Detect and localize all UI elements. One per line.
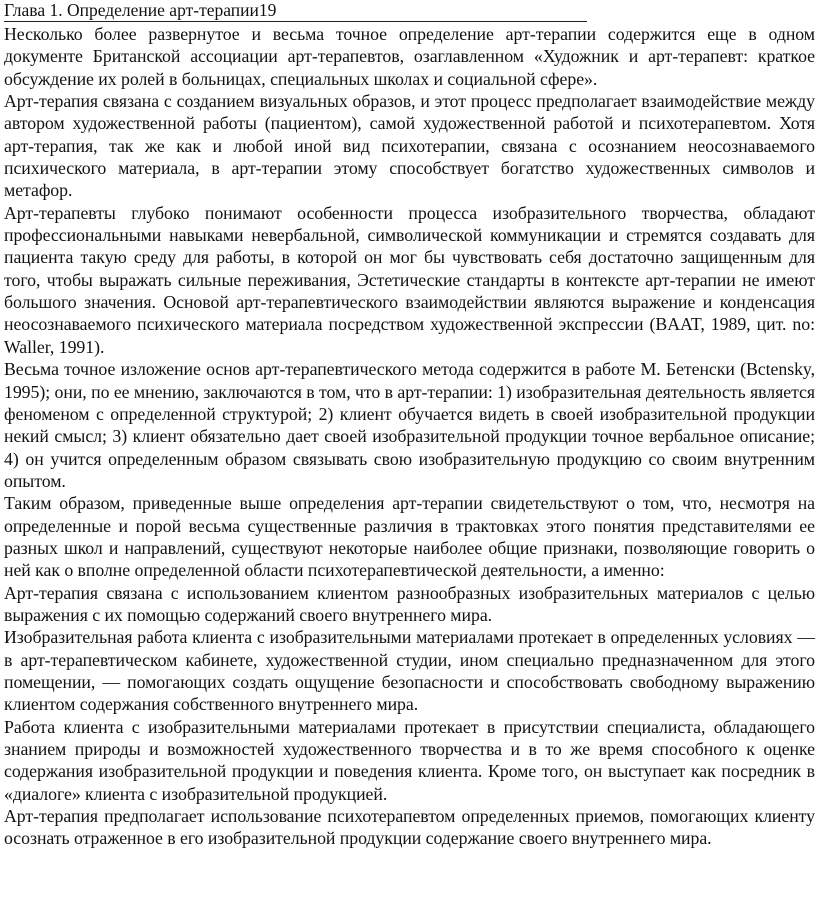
running-header: [4, 0, 587, 22]
paragraph: Арт-терапия связана с созданием визуальных образов, и этот процесс предполагает взаимодействие между автором художественной работы (пациентом), самой художественной работой и психотерапевтом. Хотя арт-терапия, так же как и любой иной вид психотерапии, связана с осознанием неосознаваемого психического материала, в арт-терапии этому способствует богатство художественных символов и метафор.: [4, 91, 815, 201]
paragraph: Работа клиента с изобразительными материалами протекает в присутствии специалиста, обладающего знанием природы и возможностей художественного творчества и в то же время способного к оценке содержания изобразительной продукции и поведения клиента. Кроме того, он выступает как посредник в «диалоге» клиента с изобразительной продукцией.: [4, 716, 815, 804]
paragraph: Несколько более развернутое и весьма точное определение арт-терапии содержится еще в одном документе Британской ассоциации арт-терапевтов, озаглавленном «Художник и арт-терапевт: краткое обсуждение их ролей в больницах, специальных школах и социальной сфере».: [4, 24, 815, 89]
document-page: [4, 0, 815, 850]
paragraph: Арт-терапия предполагает использование психотерапевтом определенных приемов, помогающих клиенту осознать отраженное в его изобразительной продукции содержание своего внутреннего мира.: [4, 806, 815, 849]
chapter-title: Глава 1. Определение арт-терапии: [4, 0, 259, 20]
page-number: 19: [258, 0, 277, 20]
paragraph: Арт-терапия связана с использованием клиентом разнообразных изобразительных материалов с целью выражения с их помощью содержаний своего внутреннего мира.: [4, 582, 815, 625]
paragraph: Таким образом, приведенные выше определения арт-терапии свидетельствуют о том, что, несмотря на определенные и порой весьма существенные различия в трактовках этого понятия представителями ее разных школ и направлений, существуют некоторые наиболее общие признаки, позволяющие говорить о ней как о вполне определенной области психотерапевтической деятельности, а именно:: [4, 493, 815, 581]
paragraph: Изобразительная работа клиента с изобразительными материалами протекает в определенных условиях — в арт-терапевтическом кабинете, художественной студии, ином специально предназначенном для этого помещении, — помогающих создать ощущение безопасности и способствовать свободному выражению клиентом содержания собственного внутреннего мира.: [4, 627, 815, 715]
paragraph: Весьма точное изложение основ арт-терапевтического метода содержится в работе М. Бетенски (Bctensky, 1995); они, по ее мнению, заключаются в том, что в арт-терапии: 1) изобразительная деятельность является феноменом с определенной структурой; 2) клиент обучается видеть в своей изобразительной продукции некий смысл; 3) клиент обязательно дает своей изобразительной продукции точное вербальное описание; 4) он учится определенным образом связывать свою изобразительную продукцию со своим внутренним опытом.: [4, 359, 815, 491]
paragraph: Арт-терапевты глубоко понимают особенности процесса изобразительного творчества, обладают профессиональными навыками невербальной, символической коммуникации и стремятся создавать для пациента такую среду для работы, в которой он мог бы чувствовать себя достаточно защищенным для того, чтобы выражать сильные переживания, Эстетические стандарты в контексте арт-терапии не имеют большого значения. Основой арт-терапевтического взаимодействии являются выражение и конденсация неосознаваемого психического материала посредством художественной экспрессии (BAAT, 1989, цит. no: Waller, 1991).: [4, 202, 815, 357]
